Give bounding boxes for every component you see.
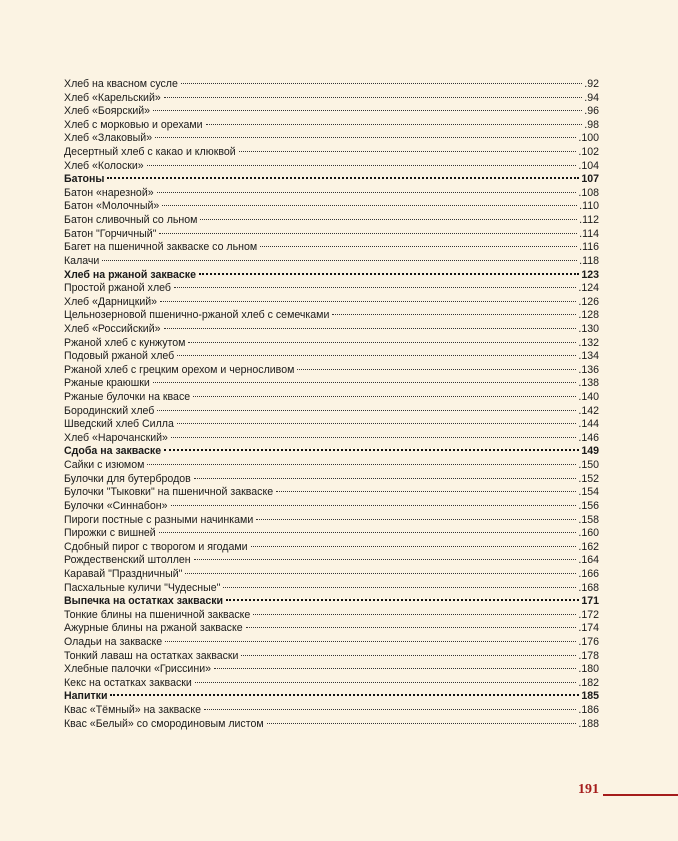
dot-leader	[171, 505, 577, 506]
toc-entry	[64, 350, 599, 364]
toc-entry-page: .134	[578, 350, 599, 363]
toc-entry-title: Оладьи на закваске	[64, 635, 163, 648]
toc-entry-page: .118	[579, 254, 599, 267]
toc-entry	[64, 377, 599, 391]
toc-entry	[64, 473, 599, 487]
toc-entry-page: .186	[578, 704, 599, 717]
toc-section-entry	[64, 690, 599, 704]
toc-entry-title: Хлеб «Карельский»	[64, 91, 161, 104]
toc-entry-page: 171	[581, 595, 599, 608]
toc-entry-title: Ржаной хлеб с грецким орехом и черносливом	[64, 363, 295, 376]
toc-entry	[64, 160, 599, 174]
toc-entry	[64, 296, 599, 310]
dot-leader	[260, 246, 577, 247]
dot-leader	[153, 382, 577, 383]
toc-entry-page: .96	[584, 105, 599, 118]
toc-entry-title: Батон «Молочный»	[64, 200, 160, 213]
dot-leader	[164, 97, 582, 98]
toc-entry-title: Булочки «Синнабон»	[64, 499, 168, 512]
dot-leader	[164, 328, 577, 329]
toc-entry-page: .150	[578, 459, 599, 472]
toc-entry	[64, 663, 599, 677]
toc-entry-page: .152	[578, 472, 599, 485]
dot-leader	[251, 546, 577, 547]
dot-leader	[181, 83, 582, 84]
dot-leader	[159, 233, 577, 234]
dot-leader	[157, 192, 577, 193]
toc-entry-title: Булочки "Тыковки" на пшеничной закваске	[64, 486, 274, 499]
toc-entry-title: Шведский хлеб Силла	[64, 418, 174, 431]
toc-entry	[64, 200, 599, 214]
dot-leader	[256, 519, 576, 520]
toc-entry-title: Кекс на остатках закваски	[64, 676, 192, 689]
toc-entry-page: .102	[578, 146, 599, 159]
toc-entry	[64, 337, 599, 351]
toc-entry-title: Хлеб «Боярский»	[64, 105, 151, 118]
toc-entry	[64, 636, 599, 650]
dot-leader	[194, 478, 577, 479]
footer-rule	[603, 794, 678, 796]
toc-entry-page: .114	[579, 227, 599, 240]
toc-entry-page: .100	[578, 132, 599, 145]
toc-entry	[64, 568, 599, 582]
toc-entry-title: Багет на пшеничной закваске со льном	[64, 241, 258, 254]
dot-leader	[159, 532, 577, 533]
page-number: 191	[578, 782, 599, 797]
toc-entry-page: .146	[578, 431, 599, 444]
toc-entry-page: .144	[578, 418, 599, 431]
toc-entry	[64, 459, 599, 473]
toc-entry	[64, 650, 599, 664]
toc-entry-title: Тонкие блины на пшеничной закваске	[64, 608, 251, 621]
toc-entry-page: .142	[578, 404, 599, 417]
dot-leader	[102, 260, 577, 261]
dot-leader	[193, 396, 576, 397]
toc-entry-title: Сдобный пирог с творогом и ягодами	[64, 540, 248, 553]
toc-section-entry	[64, 595, 599, 609]
toc-entry-title: Булочки для бутербродов	[64, 472, 191, 485]
toc-section-entry	[64, 445, 599, 459]
toc-entry-title: Хлеб на ржаной закваске	[64, 268, 196, 281]
toc-entry-title: Пасхальные куличи "Чудесные"	[64, 581, 221, 594]
toc-section-entry	[64, 269, 599, 283]
toc-entry-page: .128	[578, 309, 599, 322]
toc-entry	[64, 282, 599, 296]
table-of-contents	[64, 78, 599, 731]
dot-leader	[147, 464, 576, 465]
toc-entry-title: Пироги постные с разными начинками	[64, 513, 254, 526]
toc-entry	[64, 323, 599, 337]
toc-entry-title: Хлебные палочки «Гриссини»	[64, 663, 212, 676]
toc-entry-title: Сдоба на закваске	[64, 445, 162, 458]
toc-entry	[64, 527, 599, 541]
toc-entry	[64, 554, 599, 568]
toc-entry-page: .188	[578, 717, 599, 730]
toc-entry-page: .164	[578, 554, 599, 567]
toc-entry-title: Батон сливочный со льном	[64, 214, 198, 227]
toc-entry-title: Батон "Горчичный"	[64, 227, 157, 240]
dot-leader	[200, 219, 577, 220]
toc-entry	[64, 677, 599, 691]
toc-entry-title: Ржаной хлеб с кунжутом	[64, 336, 186, 349]
toc-entry-page: .108	[578, 186, 599, 199]
toc-entry	[64, 500, 599, 514]
toc-entry-title: Сайки с изюмом	[64, 459, 145, 472]
toc-entry-page: .94	[584, 91, 599, 104]
toc-entry	[64, 432, 599, 446]
dot-leader	[174, 287, 576, 288]
toc-entry	[64, 622, 599, 636]
toc-entry-page: .136	[578, 363, 599, 376]
toc-entry-title: Ржаные булочки на квасе	[64, 391, 191, 404]
dot-leader	[297, 369, 576, 370]
dot-leader	[155, 137, 576, 138]
dot-leader	[147, 165, 577, 166]
toc-entry	[64, 119, 599, 133]
dot-leader	[223, 587, 576, 588]
dot-leader	[107, 177, 579, 179]
toc-entry-page: .158	[578, 513, 599, 526]
toc-entry-page: .112	[579, 214, 599, 227]
dot-leader	[177, 355, 576, 356]
dot-leader	[276, 491, 576, 492]
toc-section-entry	[64, 173, 599, 187]
toc-entry-title: Напитки	[64, 690, 108, 703]
toc-entry-page: .154	[578, 486, 599, 499]
toc-entry-title: Простой ржаной хлеб	[64, 282, 171, 295]
dot-leader	[226, 599, 579, 601]
toc-entry	[64, 391, 599, 405]
toc-entry-page: .116	[579, 241, 599, 254]
toc-entry	[64, 309, 599, 323]
toc-entry-title: Хлеб «Российский»	[64, 322, 161, 335]
toc-entry-page: .182	[578, 676, 599, 689]
toc-entry	[64, 486, 599, 500]
toc-entry-page: .160	[578, 527, 599, 540]
toc-entry-page: 123	[581, 268, 599, 281]
toc-entry-page: .178	[578, 649, 599, 662]
toc-entry-title: Тонкий лаваш на остатках закваски	[64, 649, 239, 662]
toc-entry-page: .110	[579, 200, 599, 213]
toc-entry-title: Цельнозерновой пшенично-ржаной хлеб с семечками	[64, 309, 330, 322]
dot-leader	[194, 559, 577, 560]
toc-entry	[64, 541, 599, 555]
toc-entry-title: Хлеб «Злаковый»	[64, 132, 153, 145]
toc-entry	[64, 704, 599, 718]
dot-leader	[253, 614, 576, 615]
dot-leader	[188, 342, 576, 343]
toc-entry	[64, 255, 599, 269]
toc-entry-page: 149	[581, 445, 599, 458]
dot-leader	[241, 655, 576, 656]
toc-entry	[64, 78, 599, 92]
toc-entry	[64, 105, 599, 119]
toc-entry-page: .168	[578, 581, 599, 594]
toc-entry-title: Квас «Тёмный» на закваске	[64, 704, 201, 717]
dot-leader	[165, 641, 576, 642]
toc-entry-page: .156	[578, 499, 599, 512]
toc-entry	[64, 582, 599, 596]
dot-leader	[239, 151, 577, 152]
toc-entry	[64, 146, 599, 160]
dot-leader	[162, 205, 577, 206]
toc-entry-title: Хлеб «Дарницкий»	[64, 295, 158, 308]
toc-entry-page: 107	[581, 173, 599, 186]
toc-entry-title: Бородинский хлеб	[64, 404, 155, 417]
toc-entry-page: .124	[578, 282, 599, 295]
toc-entry-page: .176	[578, 635, 599, 648]
toc-entry	[64, 214, 599, 228]
toc-entry-page: .180	[578, 663, 599, 676]
dot-leader	[153, 110, 582, 111]
dot-leader	[171, 437, 576, 438]
toc-entry	[64, 364, 599, 378]
toc-entry-page: .130	[578, 322, 599, 335]
dot-leader	[157, 410, 576, 411]
toc-entry-title: Батоны	[64, 173, 105, 186]
toc-entry-title: Батон «нарезной»	[64, 186, 154, 199]
toc-entry	[64, 514, 599, 528]
dot-leader	[204, 709, 576, 710]
toc-entry-title: Калачи	[64, 254, 100, 267]
toc-entry-title: Ржаные краюшки	[64, 377, 150, 390]
toc-entry-page: .166	[578, 567, 599, 580]
toc-entry-title: Квас «Белый» со смородиновым листом	[64, 717, 264, 730]
toc-entry	[64, 228, 599, 242]
toc-entry-title: Ажурные блины на ржаной закваске	[64, 622, 243, 635]
toc-entry-page: .172	[578, 608, 599, 621]
toc-entry-page: .98	[584, 118, 599, 131]
dot-leader	[332, 314, 576, 315]
toc-entry	[64, 241, 599, 255]
toc-entry	[64, 132, 599, 146]
dot-leader	[214, 668, 576, 669]
toc-entry	[64, 718, 599, 732]
toc-entry-title: Пирожки с вишней	[64, 527, 156, 540]
toc-entry-page: .162	[578, 540, 599, 553]
dot-leader	[267, 723, 577, 724]
toc-entry-title: Каравай "Праздничный"	[64, 567, 183, 580]
toc-entry-page: .140	[578, 391, 599, 404]
toc-entry-title: Хлеб «Колоски»	[64, 159, 144, 172]
toc-entry	[64, 609, 599, 623]
toc-entry-page: .104	[578, 159, 599, 172]
toc-entry-title: Подовый ржаной хлеб	[64, 350, 175, 363]
toc-entry	[64, 418, 599, 432]
toc-entry	[64, 187, 599, 201]
dot-leader	[164, 449, 579, 451]
dot-leader	[206, 124, 583, 125]
toc-entry-page: .92	[584, 78, 599, 90]
toc-entry-title: Выпечка на остатках закваски	[64, 595, 224, 608]
toc-entry-title: Хлеб «Нарочанский»	[64, 431, 168, 444]
dot-leader	[195, 682, 577, 683]
toc-entry-title: Хлеб с морковью и орехами	[64, 118, 203, 131]
toc-entry-title: Рождественский штоллен	[64, 554, 191, 567]
dot-leader	[199, 273, 579, 275]
toc-entry-title: Десертный хлеб с какао и клюквой	[64, 146, 236, 159]
toc-entry-page: .174	[578, 622, 599, 635]
dot-leader	[246, 627, 577, 628]
toc-entry-title: Хлеб на квасном сусле	[64, 78, 178, 90]
toc-entry	[64, 405, 599, 419]
dot-leader	[185, 573, 576, 574]
dot-leader	[177, 423, 577, 424]
toc-entry	[64, 92, 599, 106]
toc-entry-page: .138	[578, 377, 599, 390]
toc-entry-page: 185	[581, 690, 599, 703]
dot-leader	[160, 301, 576, 302]
toc-entry-page: .132	[578, 336, 599, 349]
dot-leader	[110, 694, 579, 696]
toc-entry-page: .126	[578, 295, 599, 308]
